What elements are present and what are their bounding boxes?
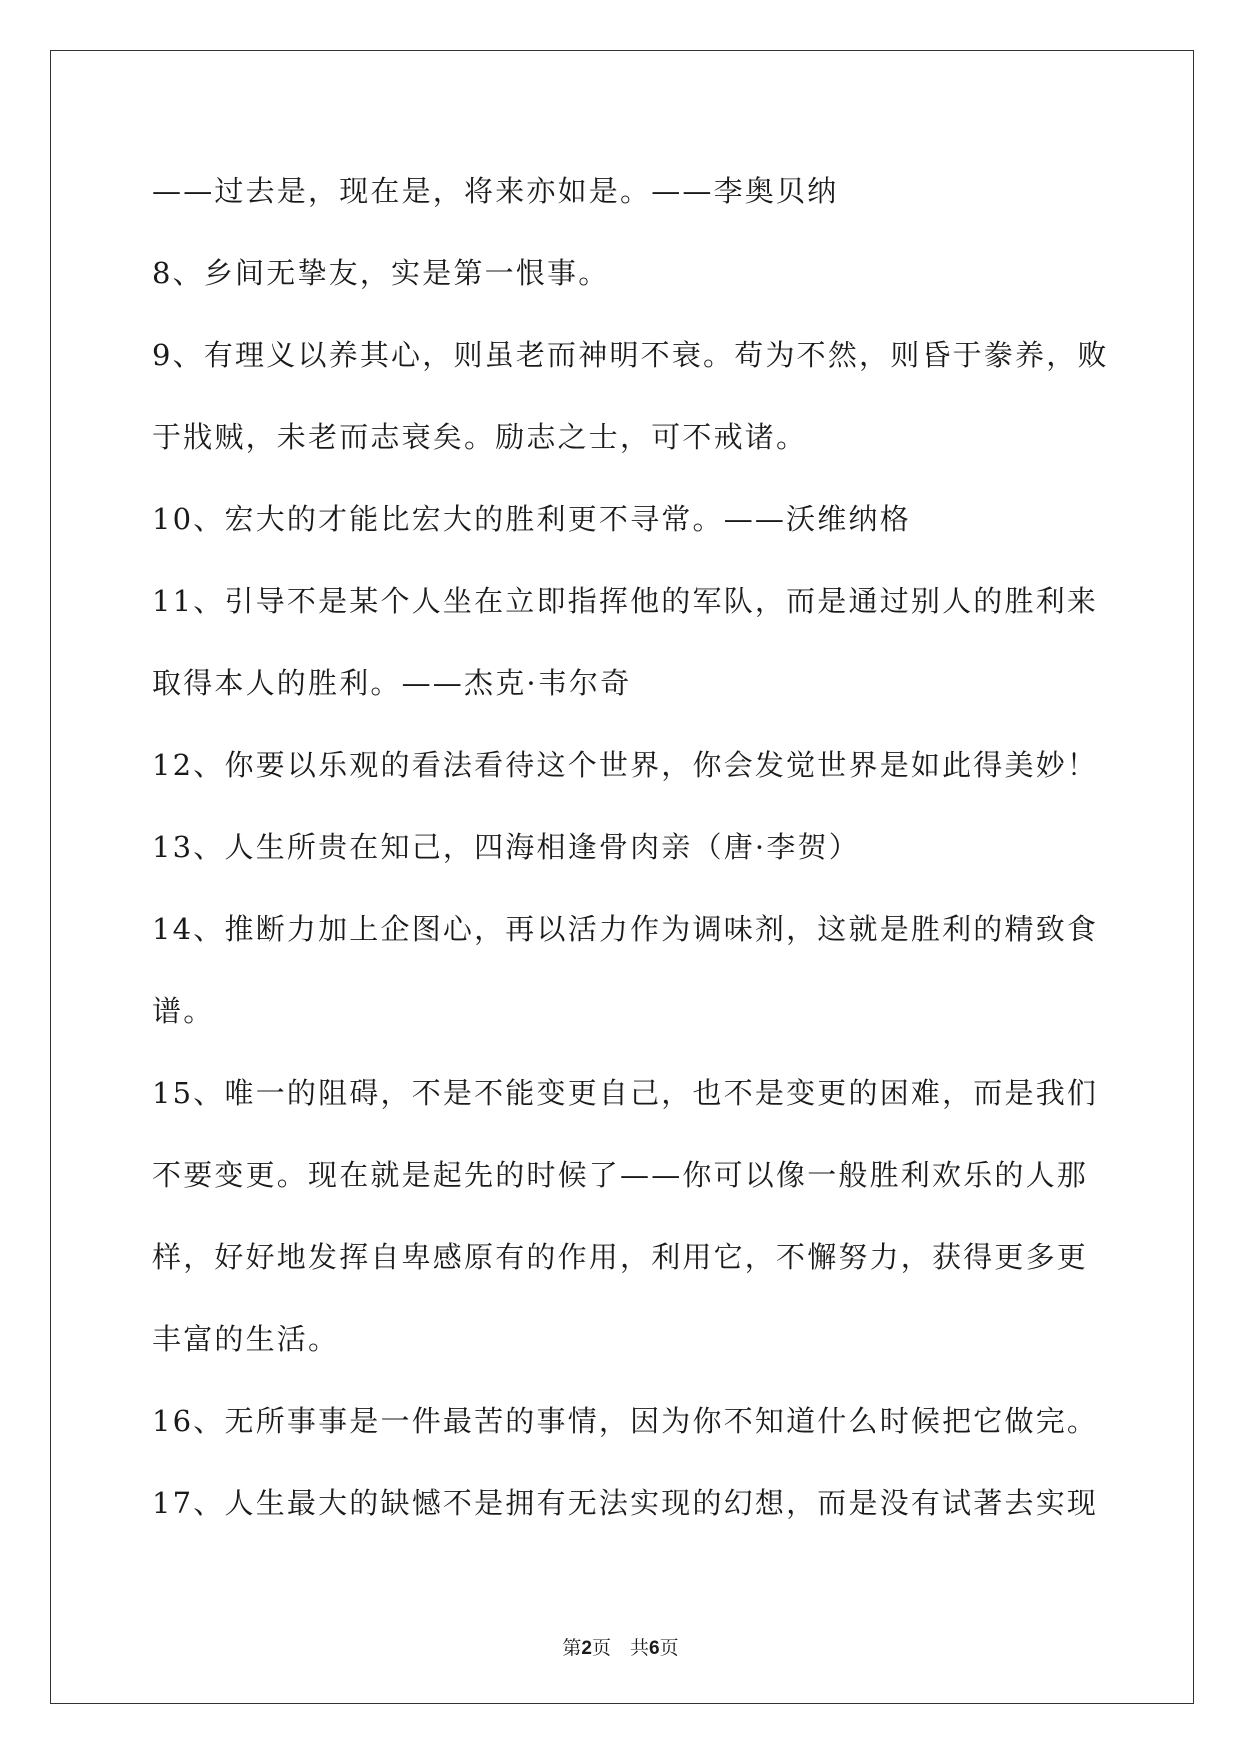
text-line: 10、宏大的才能比宏大的胜利更不寻常。——沃维纳格 — [152, 502, 911, 536]
text-line: 17、人生最大的缺憾不是拥有无法实现的幻想，而是没有试著去实现 — [152, 1486, 1099, 1520]
text-line: 14、推断力加上企图心，再以活力作为调味剂，这就是胜利的精致食 — [152, 912, 1099, 946]
text-line: 11、引导不是某个人坐在立即指挥他的军队，而是通过别人的胜利来 — [152, 584, 1099, 618]
footer-suffix: 页 — [659, 1637, 679, 1659]
footer-prefix: 第 — [562, 1637, 582, 1659]
text-line: 16、无所事事是一件最苦的事情，因为你不知道什么时候把它做完。 — [152, 1404, 1099, 1438]
document-body — [152, 162, 1109, 1556]
page-footer — [0, 1633, 1241, 1660]
text-line: 谱。 — [152, 994, 215, 1028]
text-line: 8、乡间无挚友，实是第一恨事。 — [152, 256, 610, 290]
footer-middle: 页 共 — [591, 1637, 649, 1659]
text-line: 9、有理义以养其心，则虽老而神明不衰。苟为不然，则昏于豢养，败 — [152, 338, 1109, 372]
text-line: 取得本人的胜利。——杰克·韦尔奇 — [152, 666, 632, 700]
text-line: 15、唯一的阻碍，不是不能变更自己，也不是变更的困难，而是我们 — [152, 1076, 1099, 1110]
current-page-number: 2 — [581, 1638, 592, 1659]
text-line: 12、你要以乐观的看法看待这个世界，你会发觉世界是如此得美妙！ — [152, 748, 1099, 782]
text-line: 于戕贼，未老而志衰矣。励志之士，可不戒诸。 — [152, 420, 808, 454]
total-page-number: 6 — [649, 1638, 660, 1659]
text-line: ——过去是，现在是，将来亦如是。——李奥贝纳 — [152, 174, 839, 208]
text-line: 不要变更。现在就是起先的时候了——你可以像一般胜利欢乐的人那 — [152, 1158, 1089, 1192]
text-line: 13、人生所贵在知己，四海相逢骨肉亲（唐·李贺） — [152, 830, 860, 864]
text-line: 丰富的生活。 — [152, 1322, 340, 1356]
text-line: 样，好好地发挥自卑感原有的作用，利用它，不懈努力，获得更多更 — [152, 1240, 1089, 1274]
